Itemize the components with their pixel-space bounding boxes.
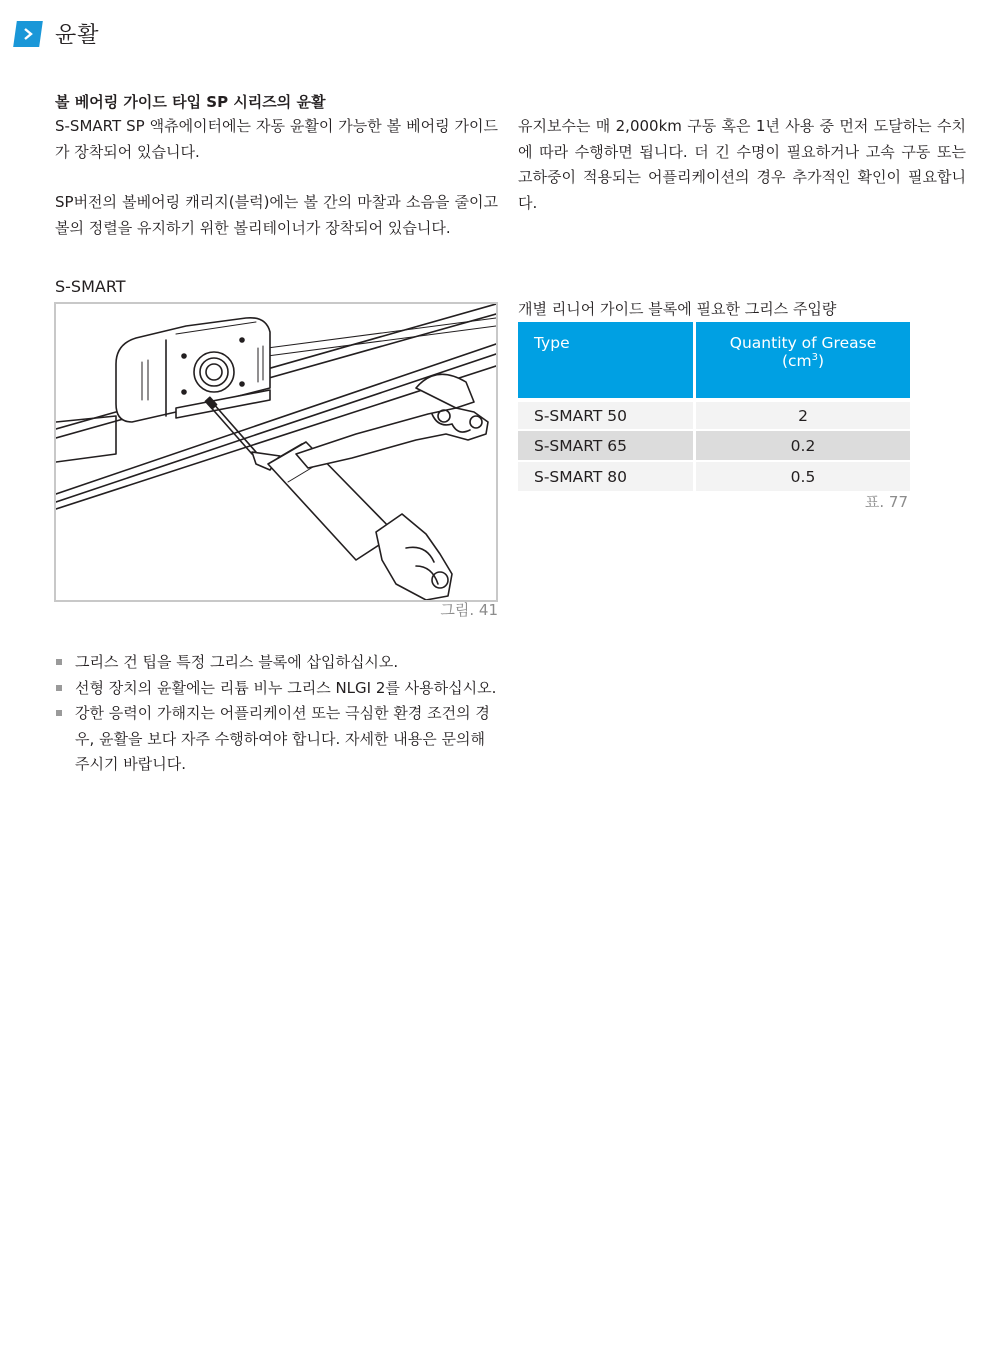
left-column — [55, 90, 498, 241]
figure-caption: 그림. 41 — [440, 601, 498, 619]
list-item — [55, 701, 498, 778]
lubrication-illustration — [54, 302, 498, 602]
grease-quantity-table — [518, 322, 910, 491]
list-item-text: 선형 장치의 윤활에는 리튬 비누 그리스 NLGI 2를 사용하십시오. — [75, 678, 497, 697]
list-item-text: 강한 응력이 가해지는 어플리케이션 또는 극심한 환경 조건의 경우, 윤활을 보다 자주 수행하여야 합니다. 자세한 내용은 문의해주시기 바랍니다. — [75, 704, 490, 773]
list-item-text: 그리스 건 팁을 특정 그리스 블록에 삽입하십시오. — [75, 653, 399, 671]
column-header-type: Type — [518, 322, 696, 398]
list-item — [55, 676, 498, 702]
unit-close: ) — [817, 352, 825, 371]
table-caption: 표. 77 — [864, 493, 908, 511]
table-row — [518, 460, 910, 491]
cell-type: S-SMART 80 — [518, 460, 696, 491]
right-column — [518, 114, 966, 216]
section-header — [15, 18, 100, 49]
cell-type: S-SMART 50 — [518, 398, 696, 429]
column-header-quantity — [696, 322, 910, 398]
column-header-quantity-unit — [697, 352, 909, 370]
maintenance-paragraph: 유지보수는 매 2,000km 구동 혹은 1년 사용 중 먼저 도달하는 수치에 따라 수행하면 됩니다. 더 긴 수명이 필요하거나 고속 구동 또는 고하중이 적용되는 어플리케이션의 경우 추가적인 확인이 필요합니다. — [518, 117, 966, 212]
cell-quantity: 0.2 — [696, 429, 910, 460]
chevron-right-icon — [13, 21, 43, 47]
cell-type: S-SMART 65 — [518, 429, 696, 460]
retainer-paragraph: SP버전의 볼베어링 캐리지(블럭)에는 볼 간의 마찰과 소음을 줄이고 볼의 정렬을 유지하기 위한 볼리테이너가 장착되어 있습니다. — [55, 193, 498, 237]
instruction-list — [55, 650, 498, 778]
column-header-quantity-line1: Quantity of Grease — [729, 334, 877, 352]
table-title: 개별 리니어 가이드 블록에 필요한 그리스 주입량 — [518, 300, 837, 318]
page-title: 윤활 — [55, 23, 100, 48]
bullet-square-icon — [56, 659, 62, 665]
unit-text: (cm — [781, 352, 812, 371]
bullet-square-icon — [56, 685, 62, 691]
cell-quantity: 2 — [696, 398, 910, 429]
table-header-row — [518, 322, 910, 398]
table-row — [518, 429, 910, 460]
intro-paragraph: S-SMART SP 액츄에이터에는 자동 윤활이 가능한 볼 베어링 가이드가 장착되어 있습니다. — [55, 117, 498, 161]
bullet-square-icon — [56, 710, 62, 716]
table-row — [518, 398, 910, 429]
unit-superscript: 3 — [811, 352, 818, 363]
section-heading: 볼 베어링 가이드 타입 SP 시리즈의 윤활 — [55, 93, 326, 111]
figure-label: S-SMART — [55, 277, 126, 296]
cell-quantity: 0.5 — [696, 460, 910, 491]
list-item — [55, 650, 498, 676]
